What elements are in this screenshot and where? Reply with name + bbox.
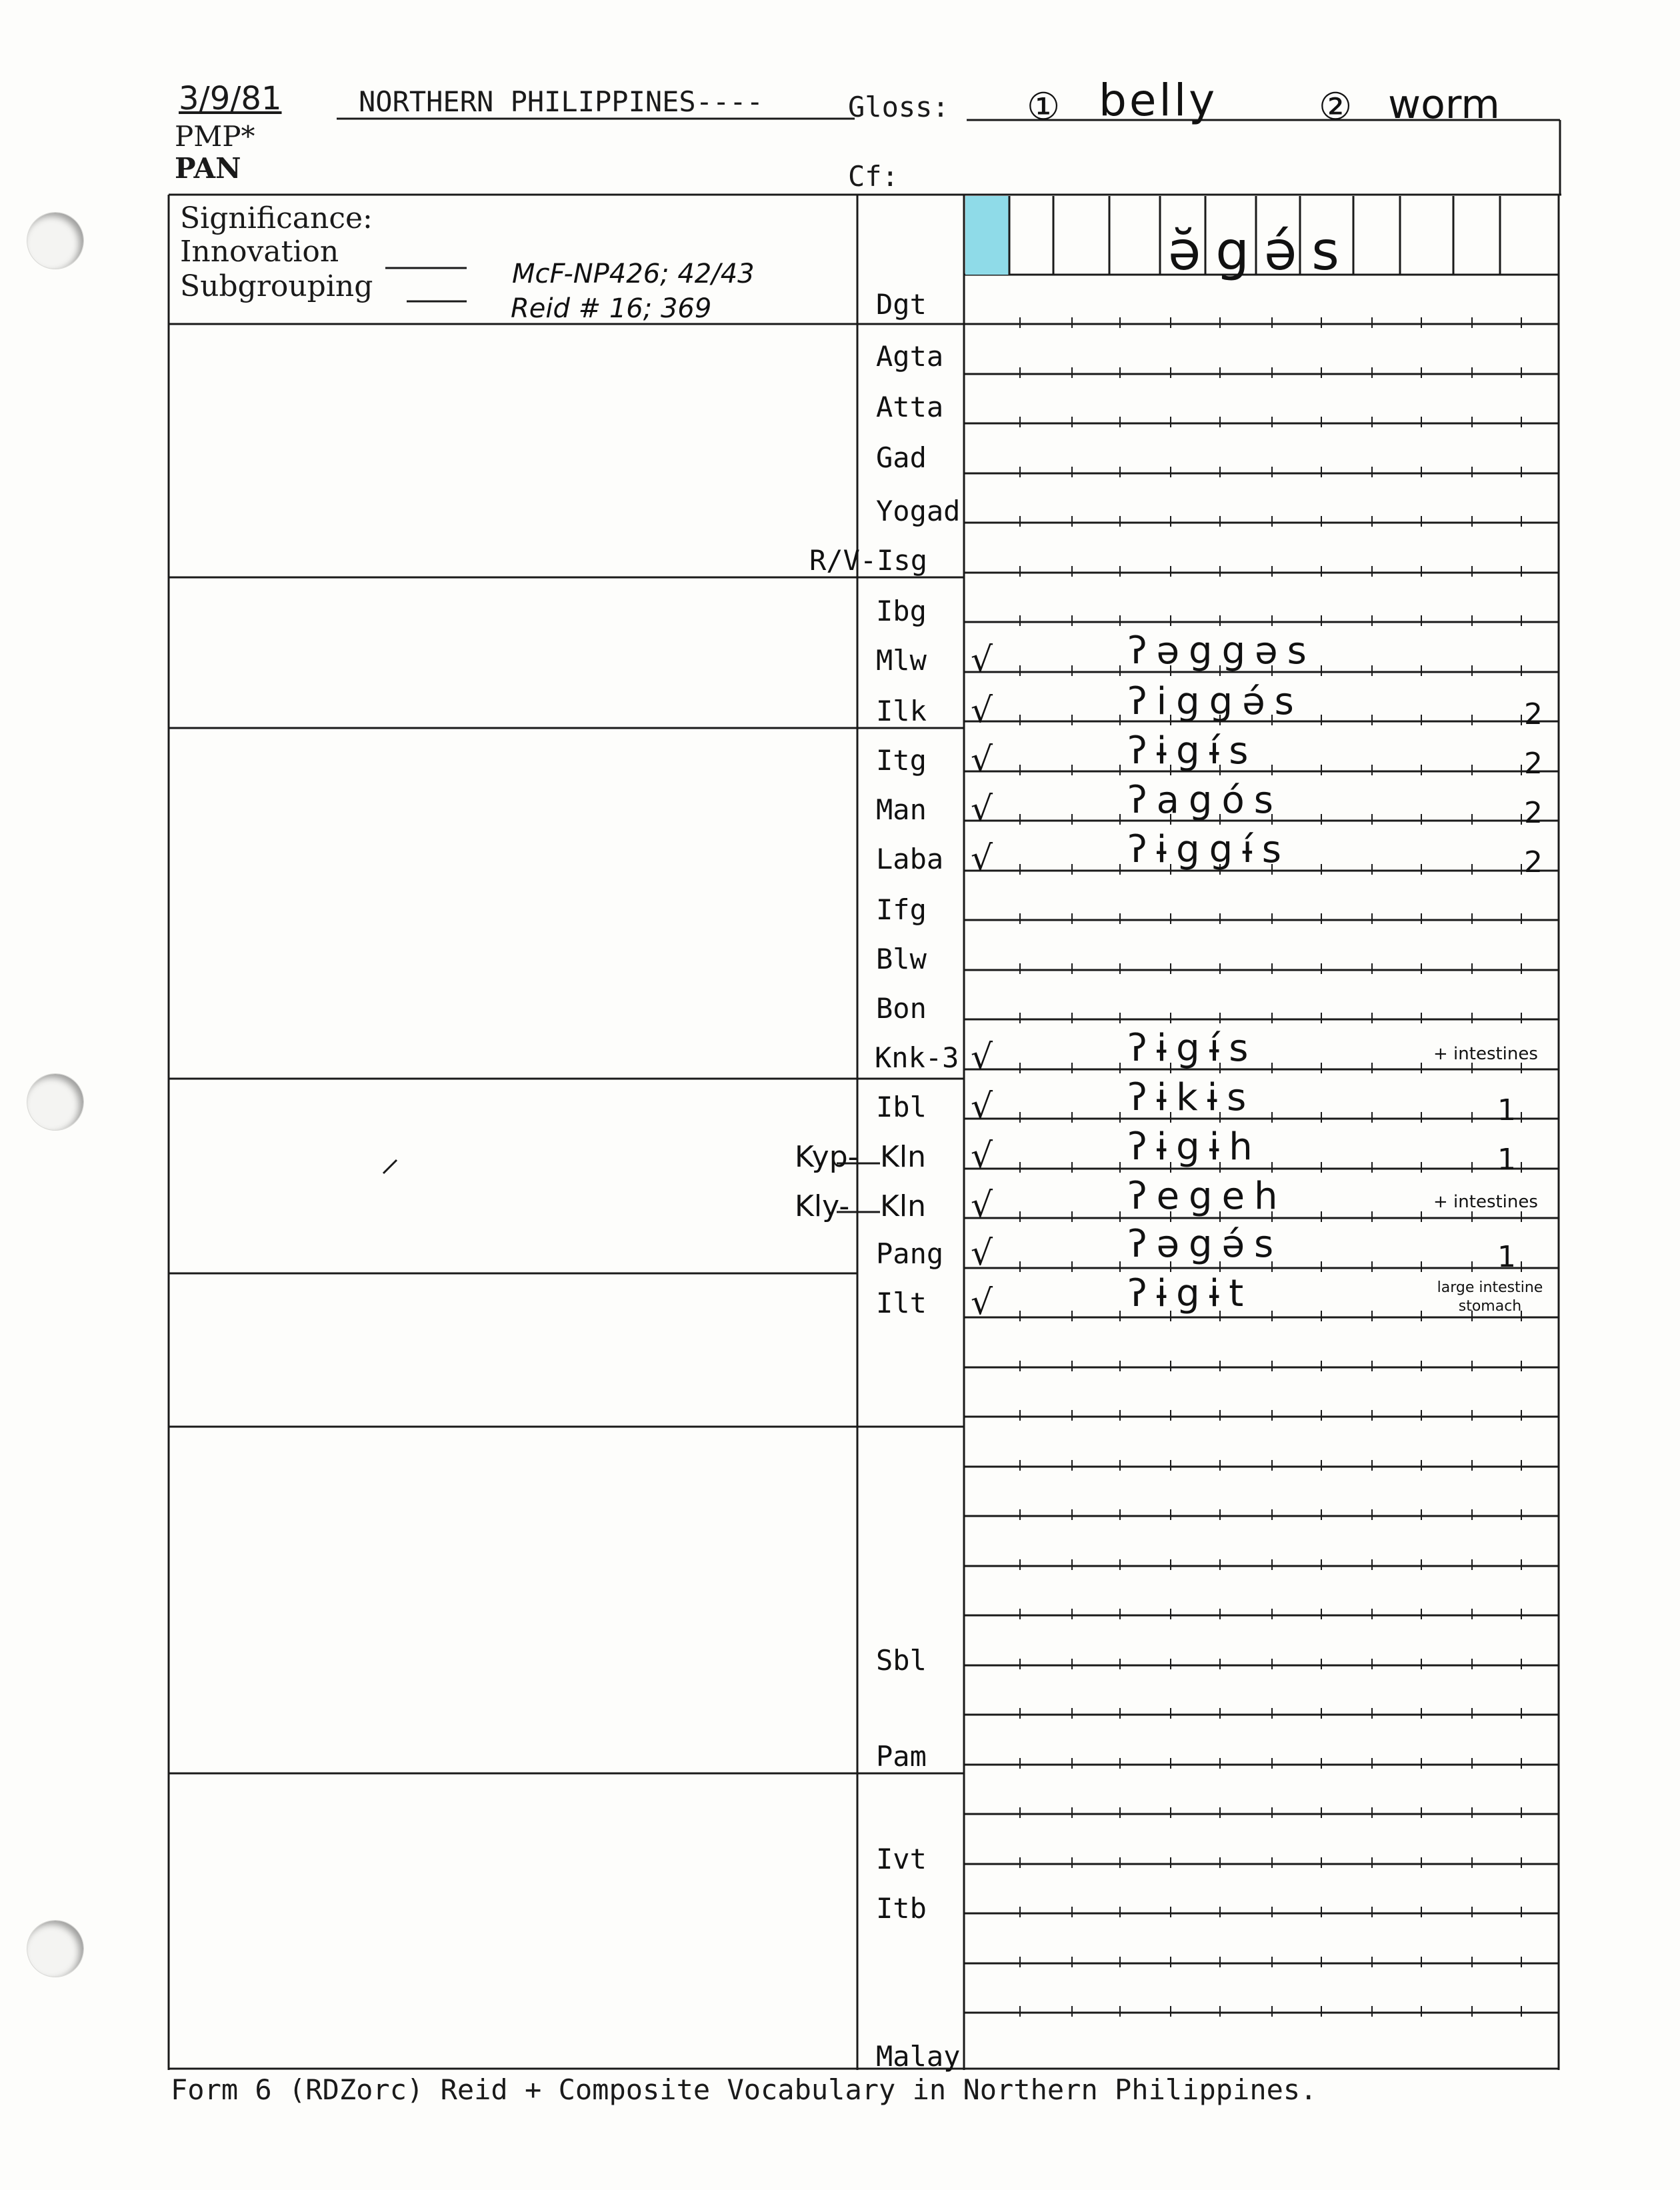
language-code: Gad <box>876 441 927 474</box>
language-code: Itb <box>876 1892 927 1925</box>
language-code: Blw <box>876 943 927 975</box>
check-mark: √ <box>971 839 993 879</box>
sense-note: 1 <box>1497 1143 1516 1177</box>
check-mark: √ <box>971 1283 993 1323</box>
language-code: Kln <box>880 1140 926 1174</box>
gloss-2: worm <box>1388 81 1500 128</box>
dialect-prefix: Kyp- <box>795 1140 859 1174</box>
check-mark: √ <box>971 1136 993 1176</box>
reference-2: Reid # 16; 369 <box>511 293 712 324</box>
sense-note: + intestines <box>1433 1044 1538 1064</box>
form-footer: Form 6 (RDZorc) Reid + Composite Vocabulary in Northern Philippines. <box>171 2073 1317 2106</box>
language-code: Ibg <box>876 595 927 627</box>
gloss-2-marker: ② <box>1319 85 1353 129</box>
language-code: Itg <box>876 744 927 777</box>
language-code: Agta <box>876 340 944 373</box>
cognate-form: ʔɨgɨh <box>1128 1125 1262 1169</box>
check-mark: √ <box>971 1185 993 1225</box>
language-code: Pam <box>876 1740 927 1773</box>
language-code: Ilk <box>876 695 927 727</box>
pan-label: PAN <box>175 152 241 185</box>
cognate-form: ʔəggəs <box>1128 629 1316 673</box>
language-code: Knk-3 <box>875 1041 959 1074</box>
sense-note: large intestine stomach <box>1437 1279 1543 1315</box>
check-mark: √ <box>971 1087 993 1127</box>
sense-note: 1 <box>1497 1093 1516 1127</box>
sense-note: + intestines <box>1433 1192 1538 1212</box>
language-code: Sbl <box>876 1644 927 1677</box>
language-code: Mlw <box>876 644 927 677</box>
language-code: Laba <box>876 843 944 875</box>
check-mark: √ <box>971 740 993 780</box>
reconstruction-form: ə̆gə́s <box>1168 220 1354 282</box>
sense-note: 1 <box>1497 1240 1516 1274</box>
cognate-form: ʔɨgɨ́s <box>1128 1027 1258 1070</box>
cognate-form: ʔɨgɨ́s <box>1128 729 1258 773</box>
region-title: NORTHERN PHILIPPINES---- <box>359 85 763 118</box>
significance-title: Significance: <box>180 201 373 235</box>
reference-1: McF-NP426; 42/43 <box>512 259 755 289</box>
language-code: Ivt <box>876 1843 927 1875</box>
sense-note: 2 <box>1524 697 1543 731</box>
cognate-form: ʔiggə́s <box>1128 680 1303 723</box>
check-mark: √ <box>971 640 993 680</box>
cognate-form: ʔɨgɨt <box>1128 1272 1253 1315</box>
gloss-label: Gloss: <box>848 91 949 123</box>
language-code: Ilt <box>876 1287 927 1319</box>
cognate-form: ʔəgə́s <box>1128 1223 1283 1266</box>
cf-label: Cf: <box>848 160 899 193</box>
language-code: Malay <box>876 2040 961 2073</box>
innovation-label: Innovation <box>180 235 339 269</box>
date: 3/9/81 <box>179 80 282 117</box>
check-mark: √ <box>971 1037 993 1077</box>
check-mark: √ <box>971 789 993 829</box>
sense-note: 2 <box>1524 747 1543 781</box>
language-code: Man <box>876 793 927 826</box>
language-code: Ifg <box>876 893 927 926</box>
sense-note: 2 <box>1524 796 1543 830</box>
language-code: Dgt <box>876 288 927 321</box>
language-code: Bon <box>876 992 927 1025</box>
gloss-1: belly <box>1099 75 1218 126</box>
cognate-form: ʔagós <box>1128 779 1283 822</box>
dialect-prefix: Kly- <box>795 1189 850 1223</box>
language-code: Kln <box>880 1189 926 1223</box>
subgrouping-label: Subgrouping <box>180 269 373 303</box>
language-code: Ibl <box>876 1091 927 1123</box>
language-code: Atta <box>876 391 944 423</box>
language-code: R/V-Isg <box>809 544 928 577</box>
language-code: Yogad <box>876 495 961 527</box>
cognate-form: ʔegeh <box>1128 1175 1287 1218</box>
check-mark: √ <box>971 1233 993 1273</box>
sense-note: 2 <box>1524 845 1543 879</box>
check-mark: √ <box>971 691 993 731</box>
language-code: Pang <box>876 1237 944 1270</box>
gloss-1-marker: ① <box>1027 85 1061 129</box>
cognate-form: ʔɨggɨ́s <box>1128 828 1291 871</box>
cognate-form: ʔɨkɨs <box>1128 1076 1256 1119</box>
pmp-label: PMP* <box>175 120 255 153</box>
